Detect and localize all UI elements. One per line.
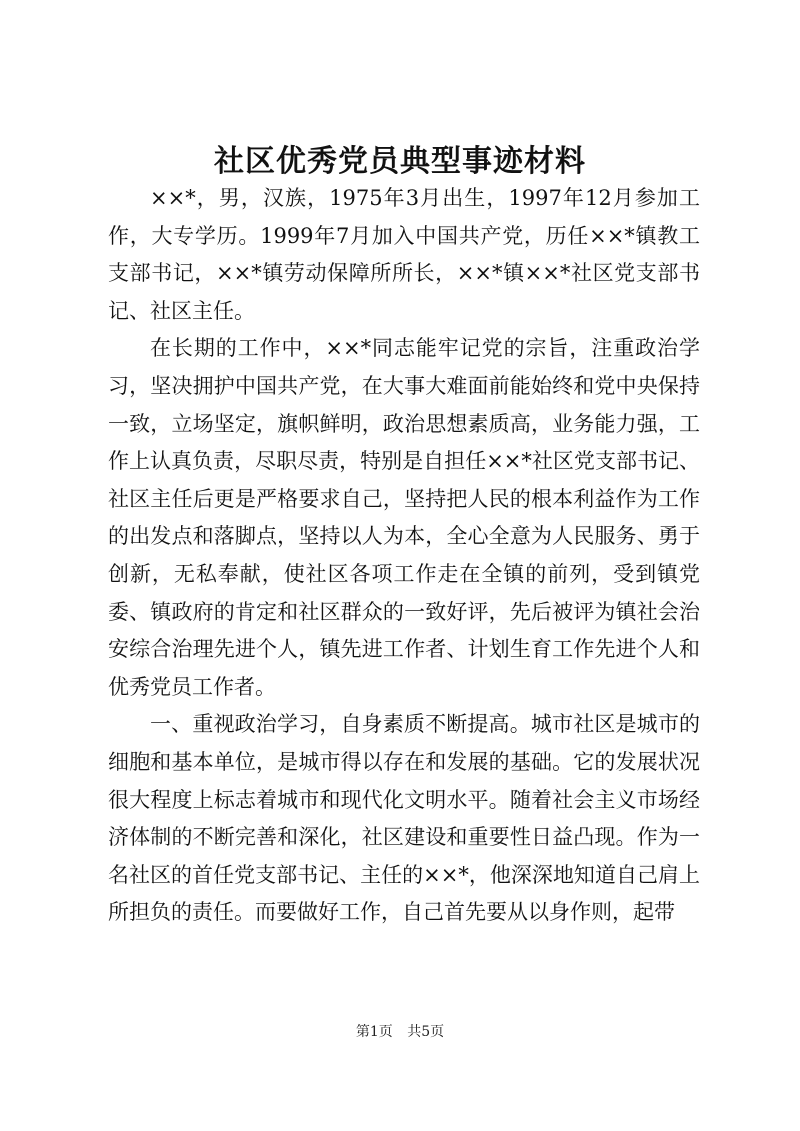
page-number: 第1页 xyxy=(355,1024,393,1040)
paragraph-summary: 在长期的工作中，××*同志能牢记党的宗旨，注重政治学习，坚决拥护中国共产党，在大事大难面前能始终和党中央保持一致，立场坚定，旗帜鲜明，政治思想素质高，业务能力强，工作上认真负责，尽职尽责，特别是自担任××*社区党支部书记、社区主任后更是严格要求自己，坚持把人民的根本利益作为工作的出发点和落脚点，坚持以人为本，全心全意为人民服务、勇于创新，无私奉献，使社区各项工作走在全镇的前列，受到镇党委、镇政府的肯定和社区群众的一致好评，先后被评为镇社会治安综合治理先进个人，镇先进工作者、计划生育工作先进个人和优秀党员工作者。 xyxy=(108,336,700,699)
page-footer xyxy=(0,1022,800,1042)
page-total: 共5页 xyxy=(407,1024,445,1040)
paragraph-section-one: 一、重视政治学习，自身素质不断提高。城市社区是城市的细胞和基本单位，是城市得以存在和发展的基础。它的发展状况很大程度上标志着城市和现代化文明水平。随着社会主义市场经济体制的不断完善和深化，社区建设和重要性日益凸现。作为一名社区的首任党支部书记、主任的××*，他深深地知道自己肩上所担负的责任。而要做好工作，自己首先要从以身作则，起带 xyxy=(108,712,700,925)
document-title: 社区优秀党员典型事迹材料 xyxy=(214,144,586,179)
paragraph-intro: ××*，男，汉族，1975年3月出生，1997年12月参加工作，大专学历。1999年7月加入中国共产党，历任××*镇教工支部书记，××*镇劳动保障所所长，××*镇××*社区党支部书记、社区主任。 xyxy=(108,186,700,323)
document-body xyxy=(108,180,700,932)
